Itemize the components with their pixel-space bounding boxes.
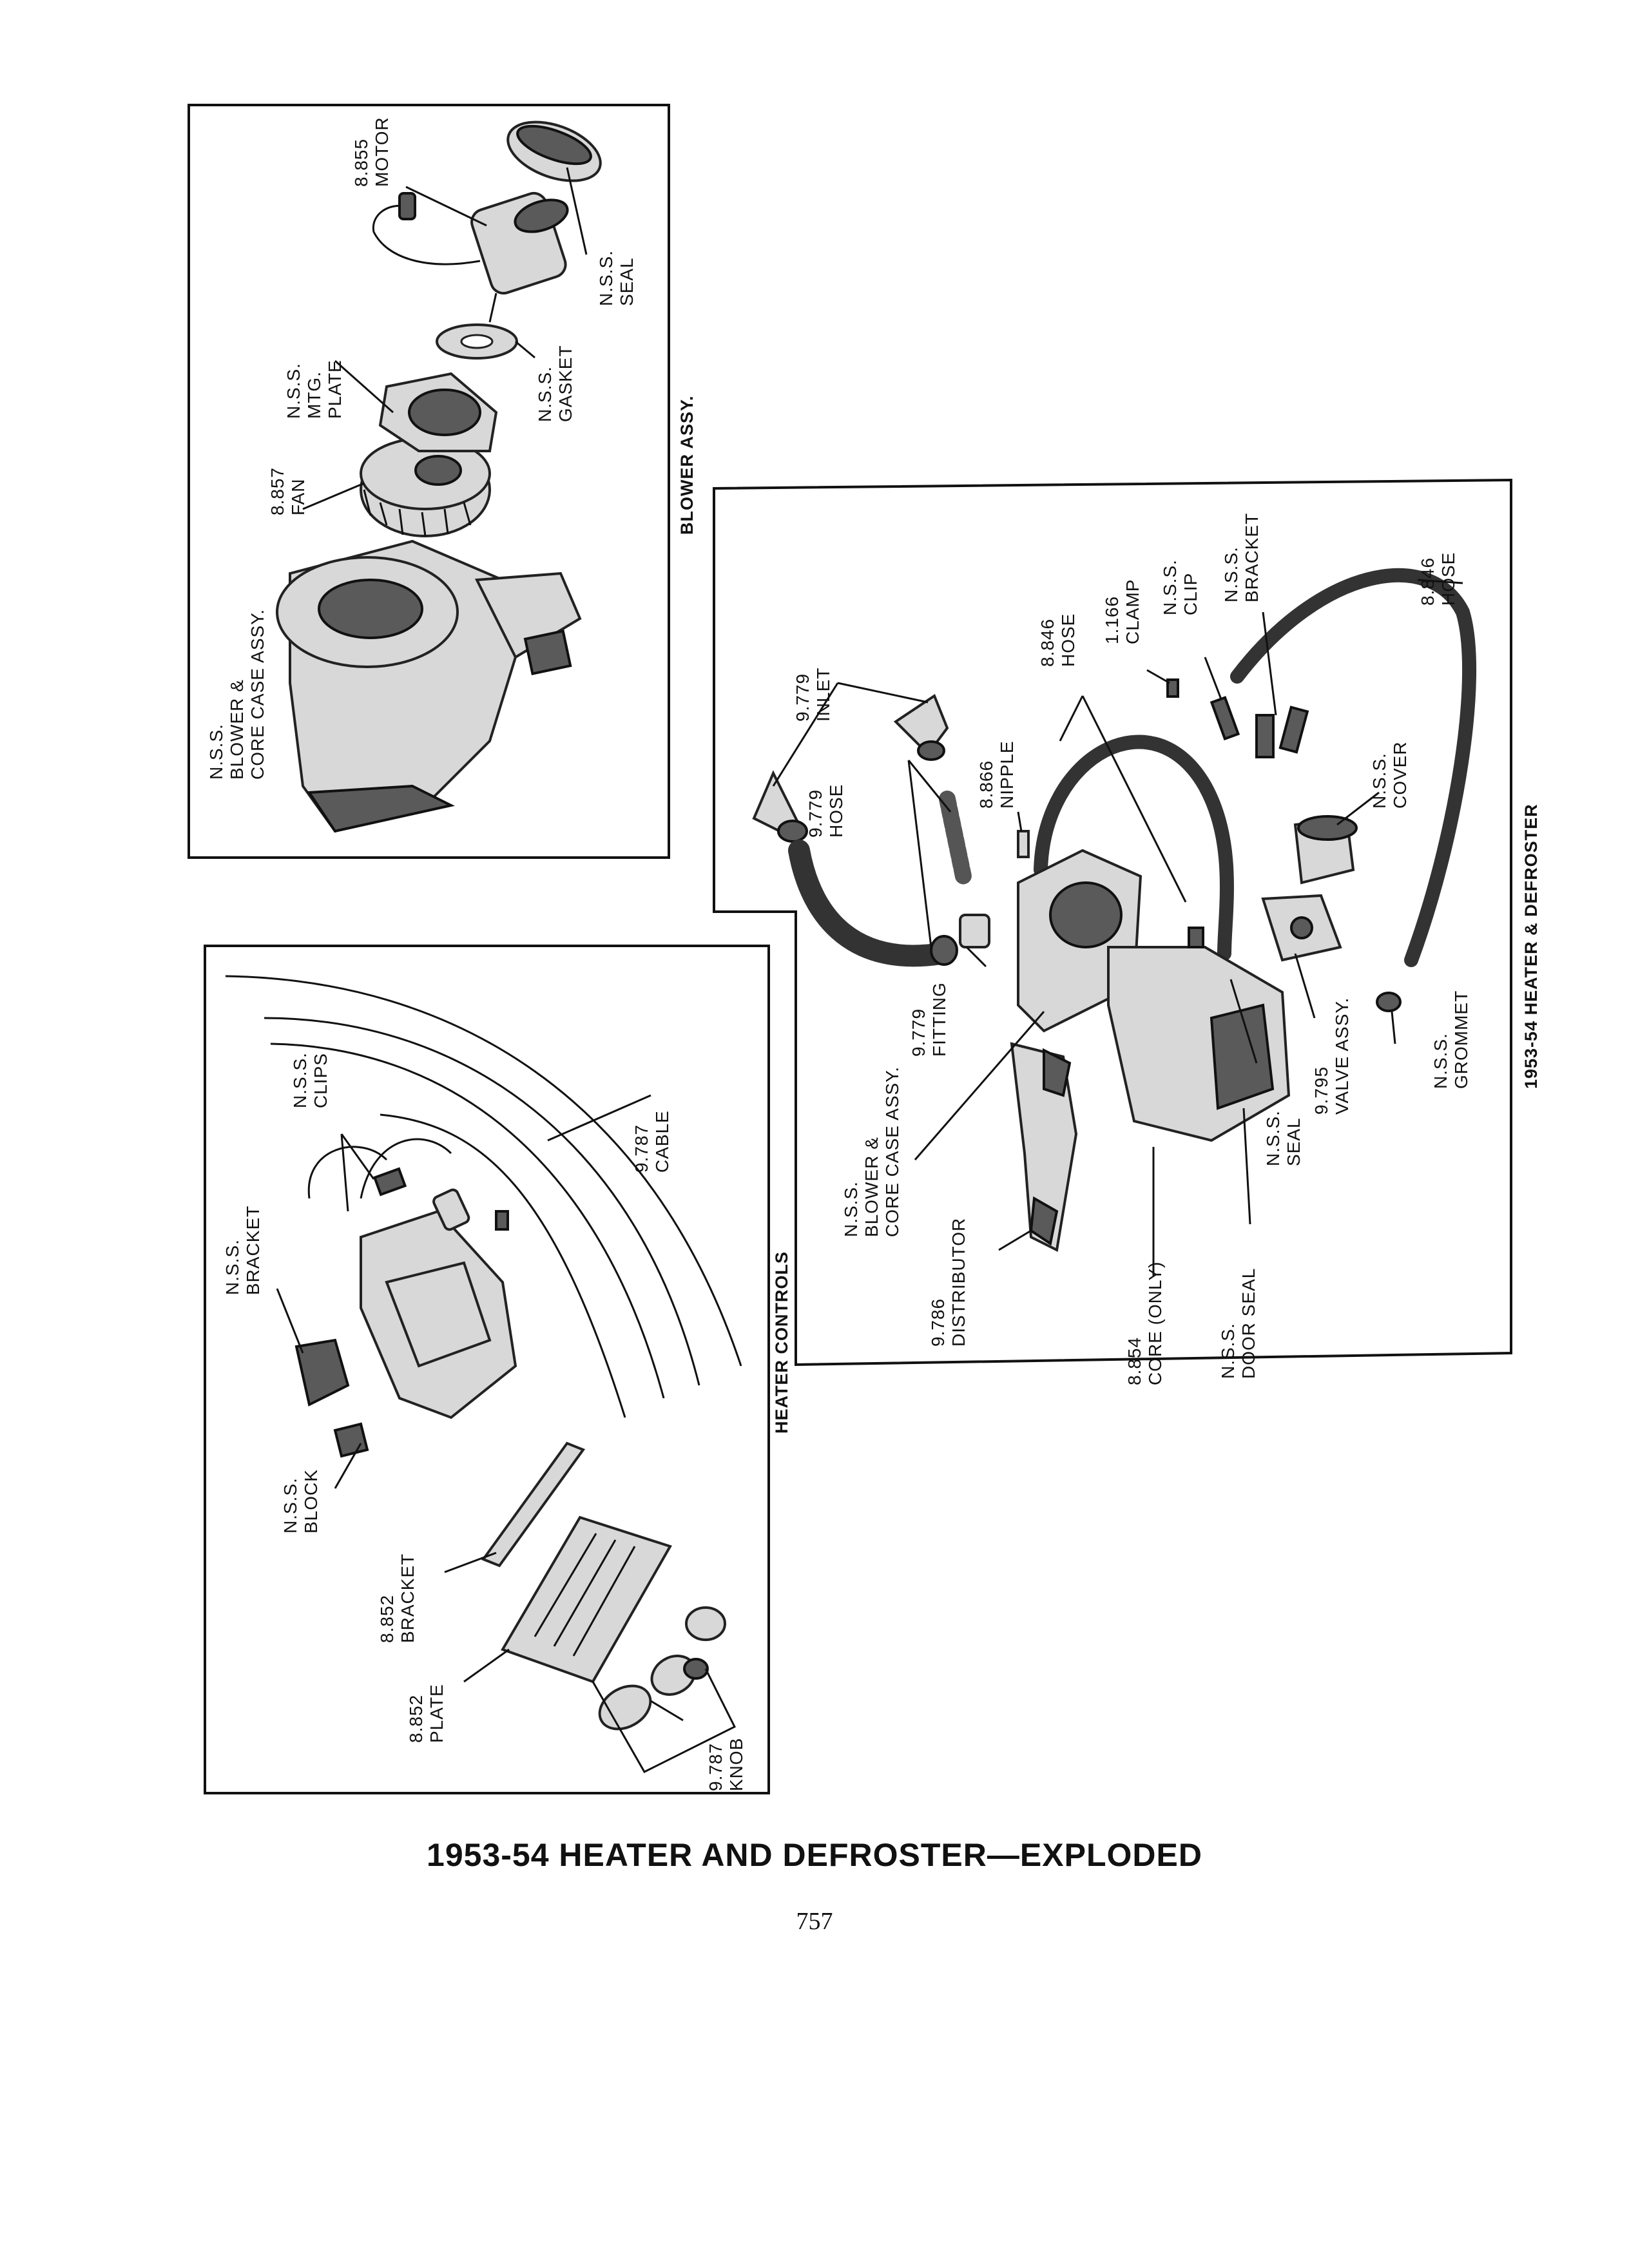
label-clips: N.S.S. CLIPS xyxy=(290,1052,331,1108)
blower-seal-illustration xyxy=(500,111,608,192)
label-heater-seal: N.S.S. SEAL xyxy=(1263,1110,1304,1166)
fitting-illustration xyxy=(931,915,989,965)
nss-bracket-illustration xyxy=(296,1340,348,1405)
label-blower-seal: N.S.S. SEAL xyxy=(596,250,637,306)
label-clip: N.S.S. CLIP xyxy=(1160,559,1200,615)
label-fan: 8.857 FAN xyxy=(267,466,308,515)
blower-gasket-illustration xyxy=(437,325,517,358)
caption-heater-controls: HEATER CONTROLS xyxy=(772,1251,791,1434)
label-door-seal: N.S.S. DOOR SEAL xyxy=(1218,1267,1258,1379)
label-mtg-plate: N.S.S. MTG. PLATE xyxy=(284,360,345,419)
label-hose-9779: 9.779 HOSE xyxy=(805,783,846,838)
label-core: 8.854 CORE (ONLY) xyxy=(1124,1261,1165,1385)
bracket-illustration-a xyxy=(1257,715,1273,757)
nss-block-illustration xyxy=(335,1424,367,1456)
valve-illustration xyxy=(1263,896,1340,960)
label-knob: 9.787 KNOB xyxy=(706,1737,746,1791)
plate-illustration xyxy=(503,1517,670,1682)
grommet-illustration xyxy=(1377,993,1400,1011)
caption-blower-assy: BLOWER ASSY. xyxy=(677,395,697,535)
label-heater-core-case: N.S.S. BLOWER & CORE CASE ASSY. xyxy=(841,1066,902,1237)
label-bracket: N.S.S. BRACKET xyxy=(1221,512,1262,602)
label-cover: N.S.S. COVER xyxy=(1369,741,1410,809)
panel-heater-defroster xyxy=(714,480,1541,1385)
blower-mtg-plate-illustration xyxy=(380,374,496,451)
label-cable: 9.787 CABLE xyxy=(631,1110,672,1173)
label-distributor: 9.786 DISTRIBUTOR xyxy=(928,1217,969,1347)
cover-illustration xyxy=(1295,816,1356,883)
blower-fan-illustration xyxy=(361,438,490,536)
label-gasket: N.S.S. GASKET xyxy=(535,345,575,422)
label-fitting: 9.779 FITTING xyxy=(909,982,949,1057)
label-block: N.S.S. BLOCK xyxy=(280,1469,321,1533)
bracket-illustration-b xyxy=(1280,707,1307,753)
label-motor: 8.855 MOTOR xyxy=(351,117,392,187)
label-inlet: 9.779 INLET xyxy=(793,667,833,722)
label-valve: 9.795 VALVE ASSY. xyxy=(1311,997,1352,1115)
nipple-illustration xyxy=(1018,831,1028,857)
label-plate: 8.852 PLATE xyxy=(406,1684,447,1743)
label-controls-bracket: N.S.S. BRACKET xyxy=(222,1205,263,1295)
label-blower-core-case: N.S.S. BLOWER & CORE CASE ASSY. xyxy=(206,608,267,780)
page-title: 1953-54 HEATER AND DEFROSTER—EXPLODED xyxy=(427,1837,1202,1873)
label-grommet: N.S.S. GROMMET xyxy=(1431,990,1471,1089)
blower-core-case-illustration xyxy=(277,541,580,831)
panel-blower-assy xyxy=(189,105,697,858)
distributor-illustration xyxy=(1012,1044,1076,1250)
label-bracket-8852: 8.852 BRACKET xyxy=(377,1553,418,1643)
label-hose-8846-b: 8.846 HOSE xyxy=(1418,552,1458,606)
label-hose-8846-a: 8.846 HOSE xyxy=(1037,613,1078,667)
page-number: 757 xyxy=(796,1908,833,1935)
inlet-illustration xyxy=(754,696,947,841)
label-nipple: 8.866 NIPPLE xyxy=(976,740,1017,809)
hose-9779-a xyxy=(799,850,941,956)
clip-illustration xyxy=(1211,698,1238,739)
caption-heater-defroster: 1953-54 HEATER & DEFROSTER xyxy=(1521,803,1541,1089)
label-clamp: 1.166 CLAMP xyxy=(1102,579,1142,644)
blower-motor-illustration xyxy=(373,190,571,322)
panel-heater-controls xyxy=(205,946,791,1793)
